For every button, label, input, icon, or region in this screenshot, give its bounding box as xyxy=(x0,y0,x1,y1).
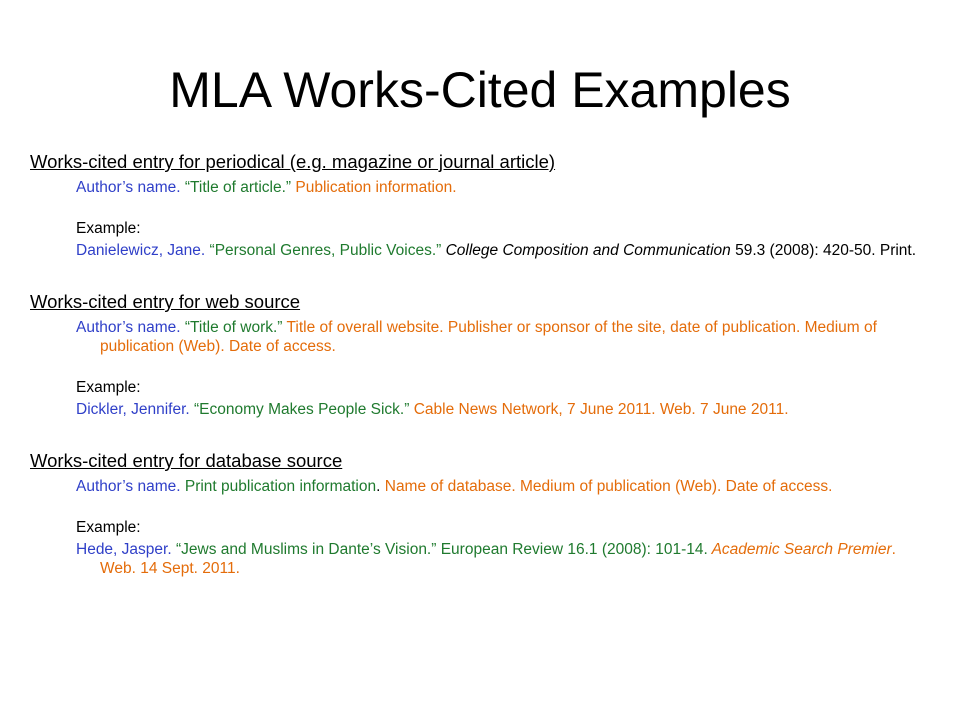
example-database-name: Academic Search Premier xyxy=(707,541,892,558)
format-author: Author’s name. xyxy=(76,179,181,196)
web-section xyxy=(30,290,925,419)
web-heading: Works-cited entry for web source xyxy=(30,291,301,312)
example-details: 59.3 (2008): 420-50. Print. xyxy=(730,242,917,259)
example-author: Hede, Jasper. xyxy=(76,541,172,558)
example-publication: Cable News Network, 7 June 2011. Web. 7 June 2011. xyxy=(409,401,789,418)
example-title: “Personal Genres, Public Voices.” xyxy=(205,242,442,259)
periodical-section xyxy=(30,150,925,260)
example-database-rest: . Web. 14 Sept. 2011. xyxy=(100,541,896,577)
example-author: Dickler, Jennifer. xyxy=(76,401,190,418)
slide-title: MLA Works-Cited Examples xyxy=(169,62,791,118)
database-example xyxy=(76,540,925,578)
format-author: Author’s name. xyxy=(76,319,181,336)
format-title: “Title of work.” xyxy=(180,319,283,336)
example-author: Danielewicz, Jane. xyxy=(76,242,206,259)
format-print-info: Print publication information xyxy=(180,478,377,495)
slide-body xyxy=(30,150,925,578)
periodical-heading: Works-cited entry for periodical (e.g. magazine or journal article) xyxy=(30,151,556,172)
format-period: . xyxy=(376,478,381,495)
database-section xyxy=(30,449,925,578)
web-example xyxy=(76,400,925,419)
example-title: “Jews and Muslims in Dante’s Vision.” xyxy=(171,541,437,558)
periodical-format xyxy=(76,178,925,197)
example-print-info: European Review 16.1 (2008): 101-14. xyxy=(436,541,708,558)
format-publication: Publication information. xyxy=(291,179,457,196)
database-example-label: Example: xyxy=(76,519,141,536)
format-title: “Title of article.” xyxy=(180,179,292,196)
format-database: Name of database. Medium of publication (Web). Date of access. xyxy=(380,478,833,495)
web-format xyxy=(76,318,925,356)
periodical-example xyxy=(76,241,925,260)
periodical-example-label: Example: xyxy=(76,220,141,237)
format-author: Author’s name. xyxy=(76,478,181,495)
example-title: “Economy Makes People Sick.” xyxy=(189,401,410,418)
example-journal: College Composition and Communication xyxy=(441,242,731,259)
database-heading: Works-cited entry for database source xyxy=(30,450,343,471)
format-publication: Title of overall website. Publisher or sponsor of the site, date of publication. Medium of publication (Web). Date of access. xyxy=(100,319,877,355)
web-example-label: Example: xyxy=(76,379,141,396)
database-format xyxy=(76,477,925,496)
